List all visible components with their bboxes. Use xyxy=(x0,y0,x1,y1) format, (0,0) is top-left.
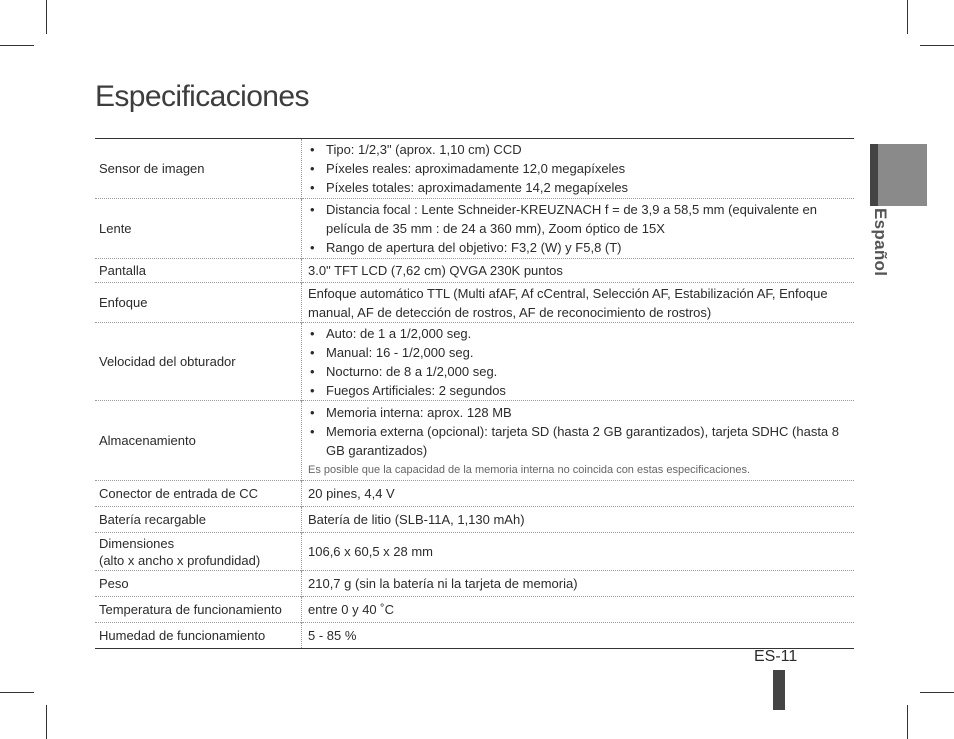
specifications-table xyxy=(95,138,854,649)
spec-label: Conector de entrada de CC xyxy=(95,481,302,507)
list-item: • Nocturno: de 8 a 1/2,000 seg. xyxy=(308,362,850,381)
table-row xyxy=(95,283,854,323)
table-row xyxy=(95,597,854,623)
spec-label: Velocidad del obturador xyxy=(95,323,302,401)
spec-label-line: Dimensiones xyxy=(99,535,175,551)
list-item: • Memoria externa (opcional): tarjeta SD (hasta 2 GB garantizados), tarjeta SDHC (hasta 8 GB garantizados) xyxy=(308,422,850,460)
spec-label: Almacenamiento xyxy=(95,401,302,481)
page-title: Especificaciones xyxy=(95,80,309,113)
page-marker-bar xyxy=(773,670,785,710)
list-item: • Manual: 16 - 1/2,000 seg. xyxy=(308,343,850,362)
list-item: • Rango de apertura del objetivo: F3,2 (W) y F5,8 (T) xyxy=(308,238,850,257)
spec-value: 20 pines, 4,4 V xyxy=(308,486,395,501)
table-row xyxy=(95,571,854,597)
spec-label: Sensor de imagen xyxy=(95,139,302,199)
crop-mark xyxy=(907,0,908,34)
spec-label: Batería recargable xyxy=(95,507,302,533)
spec-label: Pantalla xyxy=(95,259,302,283)
crop-mark xyxy=(46,0,47,34)
spec-label: Humedad de funcionamiento xyxy=(95,623,302,649)
table-row xyxy=(95,323,854,401)
spec-value xyxy=(302,199,855,259)
spec-value: 5 - 85 % xyxy=(308,628,357,643)
list-item: • Píxeles reales: aproximadamente 12,0 megapíxeles xyxy=(308,159,850,178)
list-item: • Memoria interna: aprox. 128 MB xyxy=(308,403,850,422)
table-row xyxy=(95,401,854,481)
crop-mark xyxy=(920,692,954,693)
table-row xyxy=(95,507,854,533)
table-row xyxy=(95,533,854,571)
page-number: ES-11 xyxy=(754,648,798,665)
spec-value xyxy=(302,139,855,199)
spec-label: Lente xyxy=(95,199,302,259)
spec-label: Peso xyxy=(95,571,302,597)
spec-label xyxy=(95,533,302,571)
list-item: • Tipo: 1/2,3" (aprox. 1,10 cm) CCD xyxy=(308,140,850,159)
spec-label: Temperatura de funcionamiento xyxy=(95,597,302,623)
table-row xyxy=(95,623,854,649)
crop-mark xyxy=(920,45,954,46)
crop-mark xyxy=(0,45,34,46)
storage-note: Es posible que la capacidad de la memoria interna no coincida con estas especificaciones. xyxy=(308,464,751,476)
crop-mark xyxy=(46,705,47,739)
spec-value: 106,6 x 60,5 x 28 mm xyxy=(308,544,434,559)
crop-mark xyxy=(0,692,34,693)
language-tab-label: Español xyxy=(871,208,890,277)
spec-value: 3.0" TFT LCD (7,62 cm) QVGA 230K puntos xyxy=(308,263,563,278)
spec-value xyxy=(302,401,855,481)
table-row xyxy=(95,481,854,507)
spec-value: 210,7 g (sin la batería ni la tarjeta de memoria) xyxy=(308,576,578,591)
table-row xyxy=(95,199,854,259)
spec-value: Batería de litio (SLB-11A, 1,130 mAh) xyxy=(308,512,525,527)
spec-label: Enfoque xyxy=(95,283,302,323)
list-item: • Auto: de 1 a 1/2,000 seg. xyxy=(308,324,850,343)
list-item: • Píxeles totales: aproximadamente 14,2 megapíxeles xyxy=(308,178,850,197)
language-tab xyxy=(870,144,927,206)
spec-label-line: (alto x ancho x profundidad) xyxy=(99,552,261,568)
list-item: • Distancia focal : Lente Schneider-KREUZNACH f = de 3,9 a 58,5 mm (equivalente en película de 35 mm : de 24 a 360 mm), Zoom óptico de 15X xyxy=(308,200,850,238)
spec-value: entre 0 y 40 ˚C xyxy=(308,602,394,617)
spec-value: Enfoque automático TTL (Multi afAF, Af cCentral, Selección AF, Estabilización AF, Enfoque manual, AF de detección de rostros, AF de reconocimiento de rostros) xyxy=(308,285,828,320)
list-item: • Fuegos Artificiales: 2 segundos xyxy=(308,381,850,400)
spec-value xyxy=(302,323,855,401)
crop-mark xyxy=(907,705,908,739)
table-row xyxy=(95,259,854,283)
table-row xyxy=(95,139,854,199)
